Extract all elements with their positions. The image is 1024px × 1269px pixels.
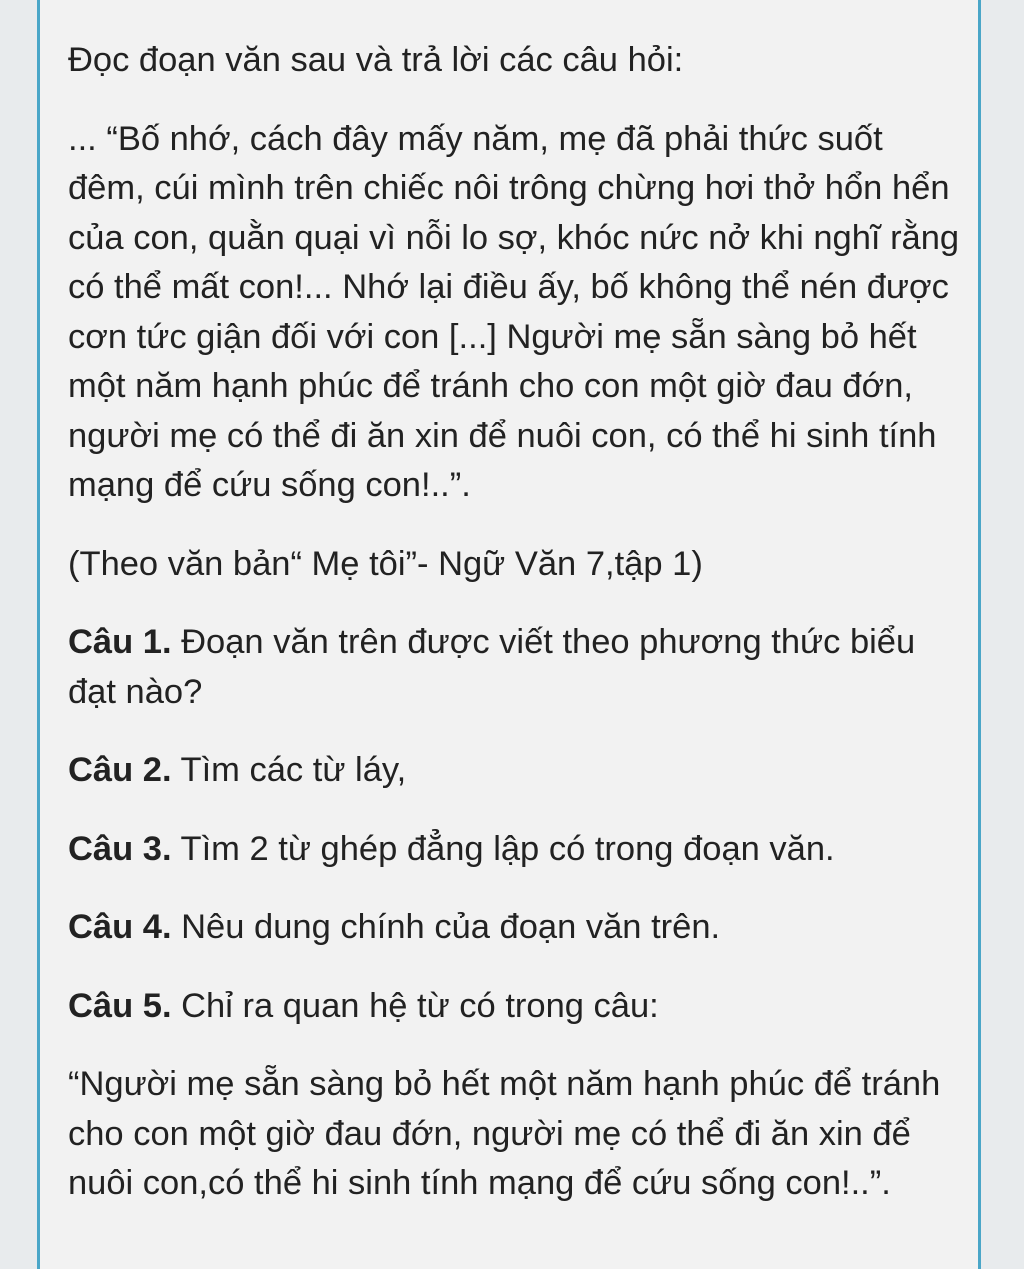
question-2	[68, 746, 968, 796]
source-citation: (Theo văn bản“ Mẹ tôi”- Ngữ Văn 7,tập 1)	[68, 544, 703, 583]
question-text: Tìm các từ láy,	[171, 751, 407, 789]
intro-text: Đọc đoạn văn sau và trả lời các câu hỏi:	[68, 41, 684, 79]
question-text: Đoạn văn trên được viết theo phương thức biểu đạt nào?	[68, 623, 916, 711]
content-card	[37, 0, 981, 1269]
question-label: Câu 5.	[68, 986, 172, 1025]
question-3	[68, 825, 968, 875]
document-body	[68, 36, 968, 1209]
question-5	[68, 982, 968, 1032]
question-text: Tìm 2 từ ghép đẳng lập có trong đoạn văn.	[171, 829, 835, 868]
question-label: Câu 4.	[68, 908, 172, 946]
question-label: Câu 2.	[68, 751, 172, 789]
quoted-sentence: “Người mẹ sẵn sàng bỏ hết một năm hạnh phúc để tránh cho con một giờ đau đớn, người mẹ có thể đi ăn xin để nuôi con,có thể hi sinh tính mạng để cứu sống con!..”.	[68, 1065, 941, 1202]
question-label: Câu 1.	[68, 623, 172, 661]
question-text: Chỉ ra quan hệ từ có trong câu:	[171, 986, 659, 1025]
excerpt-paragraph: ... “Bố nhớ, cách đây mấy năm, mẹ đã phải thức suốt đêm, cúi mình trên chiếc nôi trông chừng hơi thở hổn hển của con, quằn quại vì nỗi lo sợ, khóc nức nở khi nghĩ rằng có thể mất con!... Nhớ lại điều ấy, bố không thể nén được cơn tức giận đối với con [...] Người mẹ sẵn sàng bỏ hết một năm hạnh phúc để tránh cho con một giờ đau đớn, người mẹ có thể đi ăn xin để nuôi con, có thể hi sinh tính mạng để cứu sống con!..”.	[68, 119, 960, 504]
question-1	[68, 618, 968, 717]
question-4	[68, 903, 968, 953]
question-text: Nêu dung chính của đoạn văn trên.	[171, 908, 721, 946]
question-label: Câu 3.	[68, 829, 172, 868]
